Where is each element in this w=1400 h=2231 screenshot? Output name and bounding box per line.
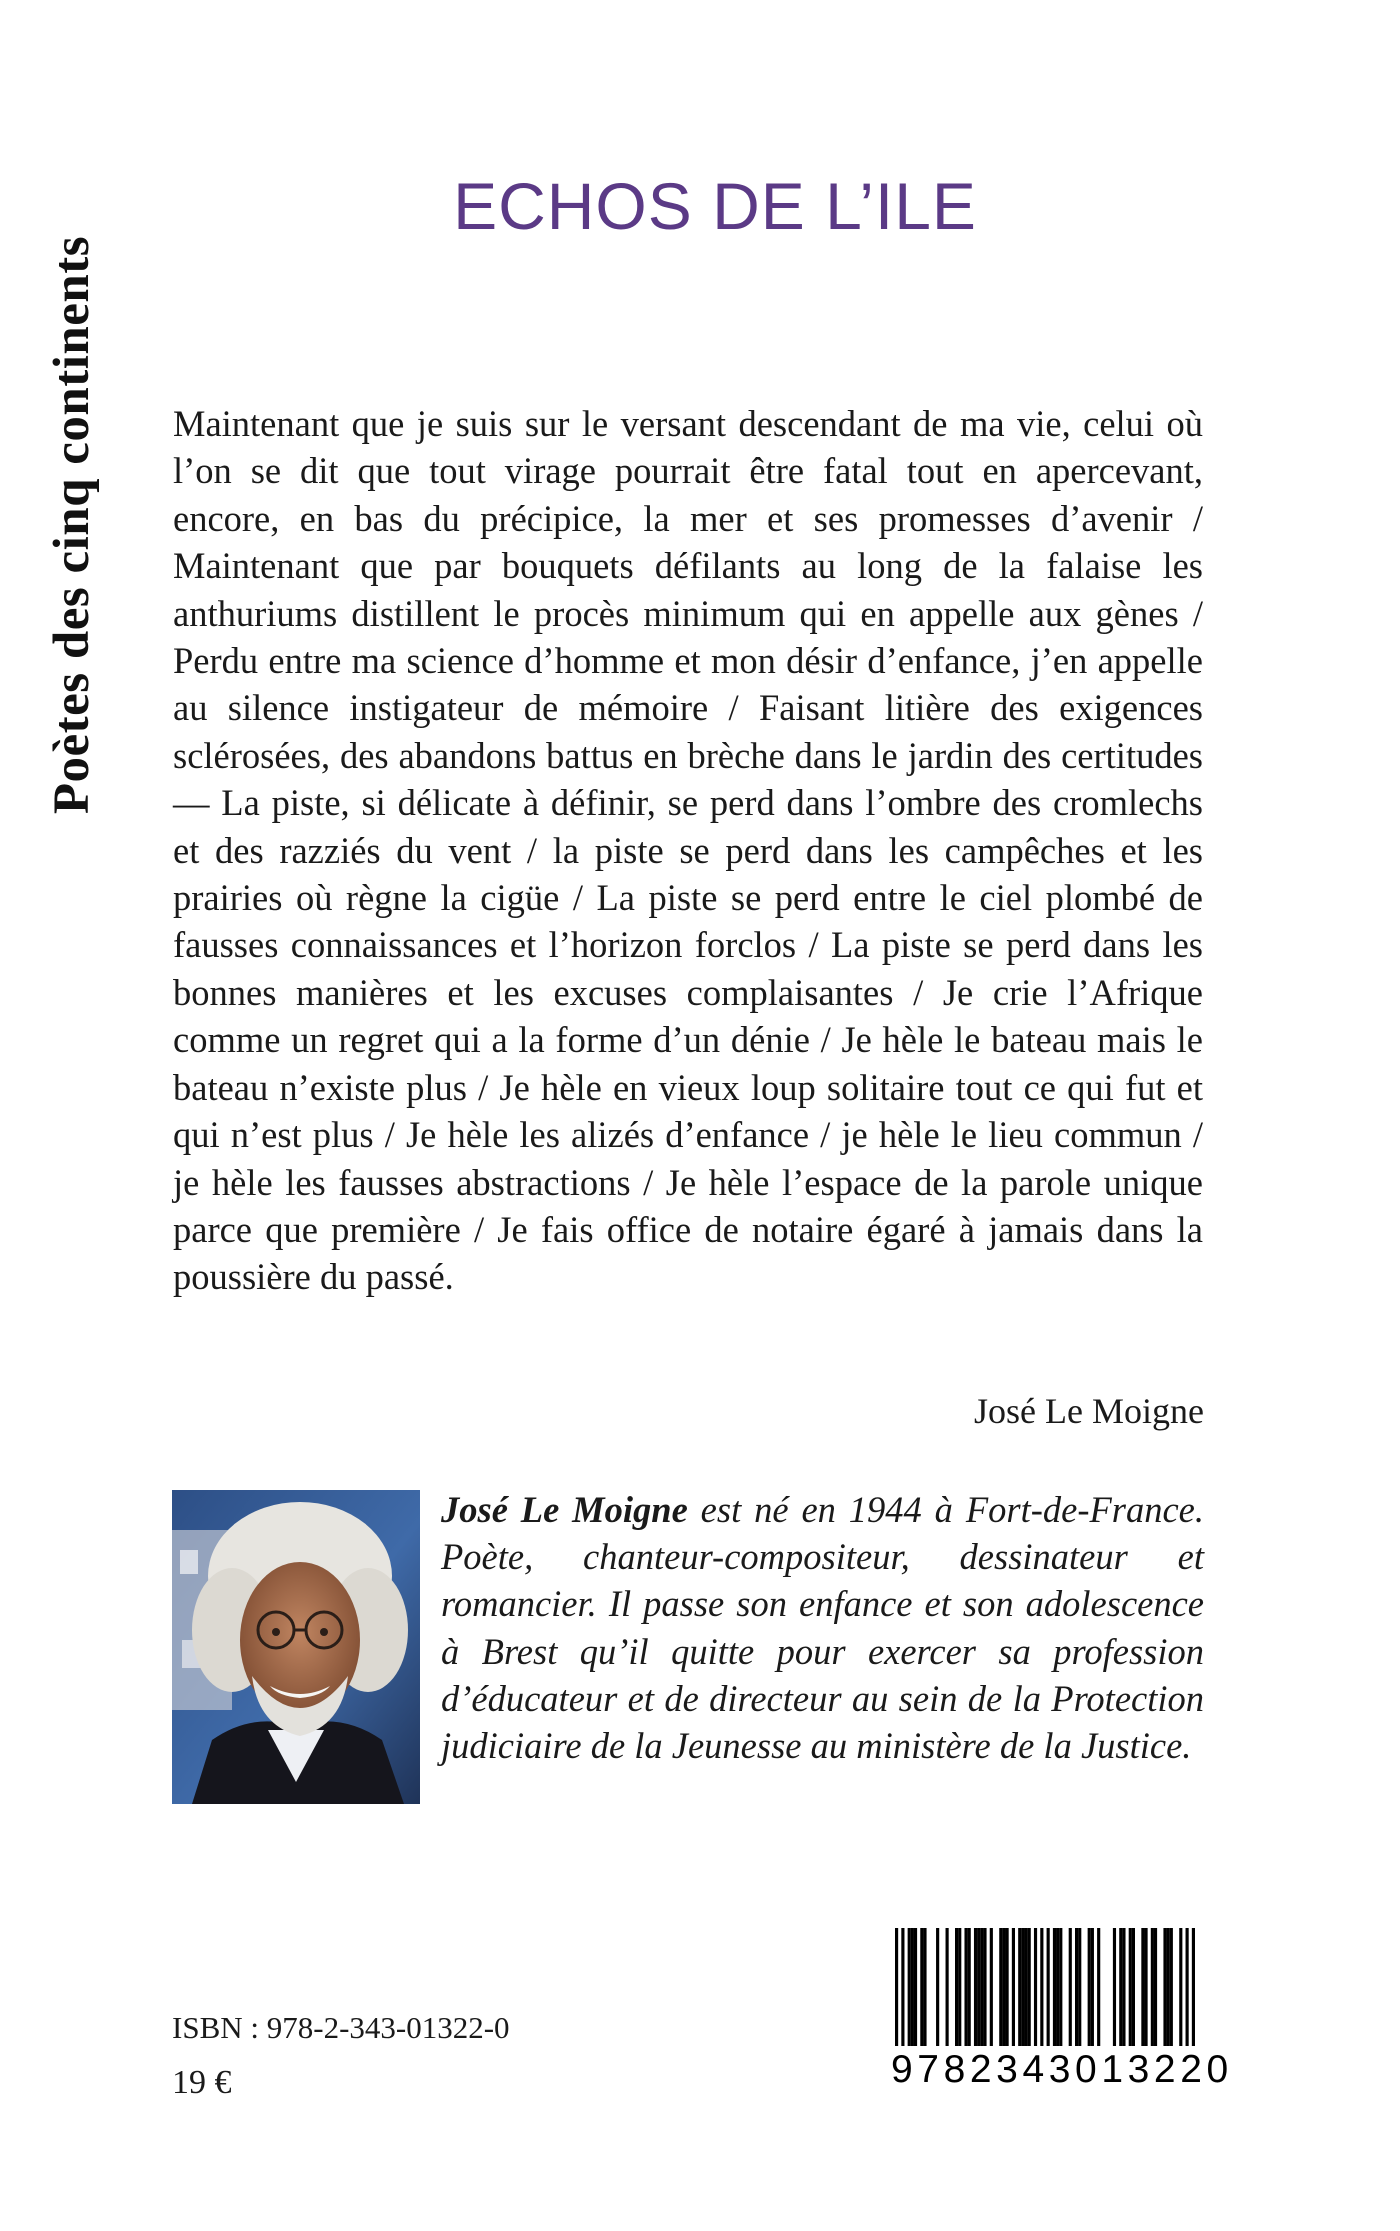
barcode-bar <box>1122 1928 1125 2046</box>
author-bio <box>441 1486 1204 1769</box>
barcode-bar <box>977 1928 980 2046</box>
barcode-bar <box>955 1928 958 2046</box>
barcode-bar <box>983 1928 986 2046</box>
barcode-bar <box>1021 1928 1024 2046</box>
barcode-bar <box>1047 1928 1050 2046</box>
barcode-bar <box>1167 1928 1170 2046</box>
barcode-bars <box>895 1928 1195 2046</box>
barcode-bar <box>1040 1928 1043 2046</box>
barcode-bar <box>1192 1928 1195 2046</box>
barcode-bar <box>1024 1928 1027 2046</box>
barcode-bar <box>1154 1928 1157 2046</box>
barcode-bar <box>946 1928 949 2046</box>
barcode-bar <box>1002 1928 1005 2046</box>
barcode-bar <box>958 1928 961 2046</box>
barcode-bar <box>1129 1928 1132 2046</box>
barcode-bar <box>1097 1928 1100 2046</box>
barcode-bar <box>1141 1928 1144 2046</box>
excerpt-text: Maintenant que je suis sur le versant descendant de ma vie, celui où l’on se dit que tout virage pourrait être fatal tout en apercevant, encore, en bas du précipice, la mer et ses promesses d’avenir / Maintenant que par bouquets défilants au long de la falaise les anthuriums distillent le procès minimum qui en appelle aux gènes / Perdu entre ma science d’homme et mon désir d’enfance, j’en appelle au silence instigateur de mémoire / Faisant litière des exigences sclérosées, des abandons battus en brèche dans le jardin des certitudes — La piste, si délicate à définir, se perd dans l’ombre des cromlechs et des razziés du vent / la piste se perd dans les campêches et les prairies où règne la cigüe / La piste se perd entre le ciel plombé de fausses connaissances et l’horizon forclos / La piste se perd dans les bonnes manières et les excuses complaisantes / Je crie l’Afrique comme un regret qui a la forme d’un dénie / Je hèle le bateau mais le bateau n’existe plus / Je hèle en vieux loup solitaire tout ce qui fut et qui n’est plus / Je hèle les alizés d’enfance / je hèle le lieu commun / je hèle les fausses abstractions / Je hèle l’espace de la parole unique parce que première / Je fais office de notaire égaré à jamais dans la poussière du passé. <box>173 403 1203 1298</box>
barcode-bar <box>920 1928 923 2046</box>
barcode-bar <box>1163 1928 1166 2046</box>
barcode-bar <box>1028 1928 1031 2046</box>
book-title: ECHOS DE L’ILE <box>453 169 977 243</box>
barcode-bar <box>908 1928 911 2046</box>
barcode-bar <box>1056 1928 1059 2046</box>
author-photo <box>172 1490 420 1804</box>
barcode-bar <box>1179 1928 1182 2046</box>
series-spine <box>37 165 107 885</box>
barcode-bar <box>1088 1928 1091 2046</box>
barcode-bar <box>990 1928 993 2046</box>
barcode-bar <box>964 1928 967 2046</box>
barcode-bar <box>1053 1928 1056 2046</box>
bio-author-name: José Le Moigne <box>441 1489 688 1530</box>
barcode-bar <box>1144 1928 1147 2046</box>
barcode-bar <box>968 1928 971 2046</box>
barcode-bar <box>1006 1928 1009 2046</box>
barcode-bar <box>911 1928 914 2046</box>
barcode-bar <box>1059 1928 1062 2046</box>
price: 19 € <box>172 2064 232 2101</box>
barcode-bar <box>1078 1928 1081 2046</box>
barcode-bar <box>1069 1928 1072 2046</box>
barcode-bar <box>901 1928 904 2046</box>
barcode-bar <box>914 1928 917 2046</box>
barcode-bar <box>1151 1928 1154 2046</box>
barcode-bar <box>895 1928 898 2046</box>
barcode-bar <box>1075 1928 1078 2046</box>
barcode-bar <box>1132 1928 1135 2046</box>
barcode-bar <box>1012 1928 1015 2046</box>
barcode-bar <box>974 1928 977 2046</box>
bio-text: est né en 1944 à Fort-de-France. Poète, chanteur-compositeur, dessinateur et romancier. Il passe son enfance et son adolescence à Brest qu’il quitte pour exercer sa profession d’éducateur et de directeur au sein de la Protection judiciaire de la Jeunesse au ministère de la Justice. <box>441 1489 1204 1767</box>
barcode-bar <box>999 1928 1002 2046</box>
barcode-bar <box>936 1928 939 2046</box>
isbn: ISBN : 978-2-343-01322-0 <box>172 2010 510 2045</box>
barcode <box>885 1920 1233 2100</box>
barcode-bar <box>1018 1928 1021 2046</box>
barcode-digits: 9782343013220 <box>891 2048 1233 2091</box>
series-name: Poètes des cinq continents <box>44 235 100 815</box>
barcode-bar <box>1170 1928 1173 2046</box>
barcode-bar <box>1091 1928 1094 2046</box>
author-signature: José Le Moigne <box>974 1391 1204 1431</box>
barcode-bar <box>980 1928 983 2046</box>
barcode-bar <box>1186 1928 1189 2046</box>
barcode-bar <box>923 1928 926 2046</box>
barcode-bar <box>1034 1928 1037 2046</box>
barcode-bar <box>1113 1928 1116 2046</box>
barcode-bar <box>1119 1928 1122 2046</box>
